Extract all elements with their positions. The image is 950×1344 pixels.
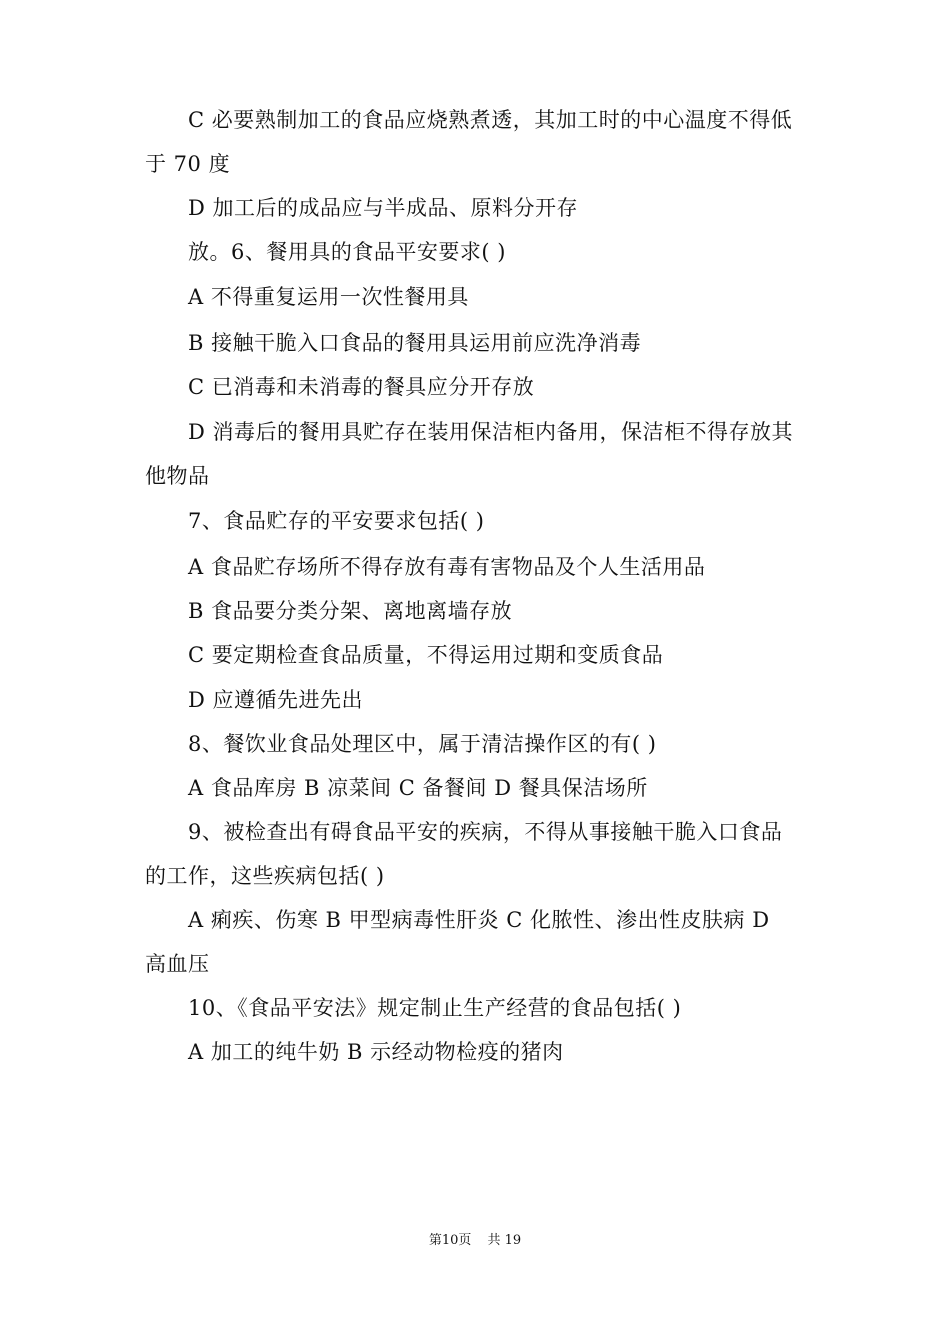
text-line: D 消毒后的餐用具贮存在装用保洁柜内备用，保洁柜不得存放其 [188, 420, 794, 444]
text-line: B 接触干脆入口食品的餐用具运用前应洗净消毒 [188, 331, 642, 355]
text-line: 9、被检查出有碍食品平安的疾病，不得从事接触干脆入口食品 [188, 820, 783, 844]
text-line: D 加工后的成品应与半成品、原料分开存 [188, 196, 579, 220]
text-line: 放。6、餐用具的食品平安要求( ) [188, 240, 506, 264]
text-line: 8、餐饮业食品处理区中，属于清洁操作区的有( ) [188, 732, 657, 756]
text-line: A 食品库房 B 凉菜间 C 备餐间 D 餐具保洁场所 [188, 776, 648, 800]
text-line: 7、食品贮存的平安要求包括( ) [188, 509, 485, 533]
page-footer [0, 1232, 950, 1250]
text-line: C 要定期检查食品质量，不得运用过期和变质食品 [188, 643, 664, 667]
text-line: B 食品要分类分架、离地离墙存放 [188, 599, 513, 623]
text-line: C 已消毒和未消毒的餐具应分开存放 [188, 375, 535, 399]
page-number: 第10页 [428, 1233, 472, 1248]
text-line: A 痢疾、伤寒 B 甲型病毒性肝炎 C 化脓性、渗出性皮肤病 D [188, 908, 770, 932]
text-line: A 不得重复运用一次性餐用具 [188, 285, 469, 309]
text-line: 的工作，这些疾病包括( ) [145, 864, 385, 888]
text-line: 10、《食品平安法》规定制止生产经营的食品包括( ) [188, 996, 682, 1020]
text-line: A 食品贮存场所不得存放有毒有害物品及个人生活用品 [188, 555, 706, 579]
text-line: A 加工的纯牛奶 B 示经动物检疫的猪肉 [188, 1040, 564, 1064]
text-line: C 必要熟制加工的食品应烧熟煮透，其加工时的中心温度不得低 [188, 108, 793, 132]
text-line: D 应遵循先进先出 [188, 688, 364, 712]
text-line: 他物品 [145, 464, 210, 488]
text-line: 于 70 度 [145, 152, 231, 176]
total-pages: 共 19 [487, 1233, 522, 1248]
text-line: 高血压 [145, 952, 210, 976]
